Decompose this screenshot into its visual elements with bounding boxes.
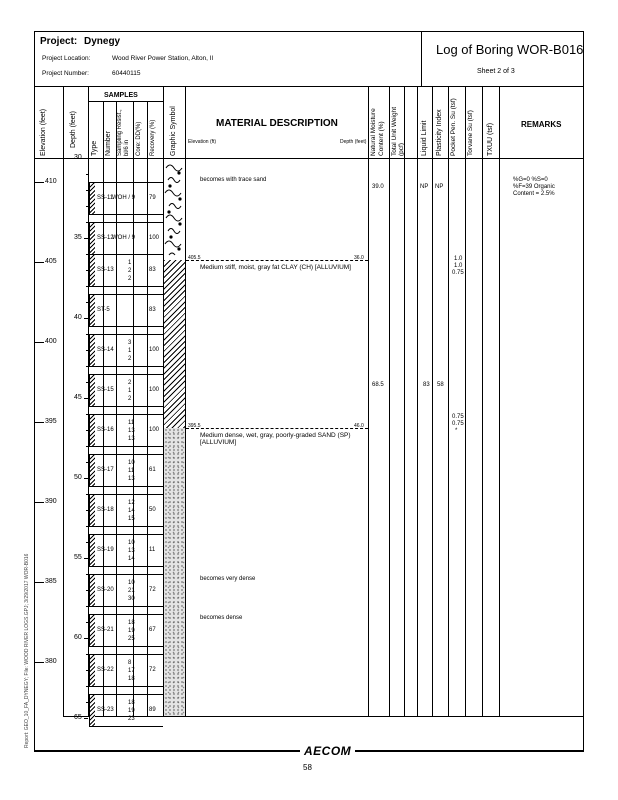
sample-blows: 1 [128, 388, 132, 394]
blows-header: Sampling Resist., bl/6 in [117, 109, 130, 156]
sample-top-line [89, 454, 163, 455]
sample-bottom-line [89, 486, 163, 487]
sample-bar [90, 294, 95, 326]
depth-minor-tick [86, 558, 88, 559]
sample-number: SS-17 [97, 467, 114, 473]
depth-tick-label: 45 [74, 394, 82, 401]
pp-4: 0.75 [452, 414, 464, 420]
col-line-number [116, 101, 117, 716]
sample-recovery: 61 [149, 467, 156, 473]
col-line-unitwt [404, 86, 405, 716]
ll-2: 83 [423, 382, 430, 388]
clay-depth: 36.0 [354, 255, 364, 261]
dense-note: becomes dense [200, 615, 243, 621]
moisture-2: 68.5 [372, 382, 384, 388]
graphic-header: Graphic Symbol [170, 106, 177, 156]
elevation-tick-label: 390 [45, 498, 57, 505]
sample-recovery: 79 [149, 195, 156, 201]
pp-2: 1.0 [454, 263, 463, 269]
sample-recovery: 83 [149, 267, 156, 273]
elevation-small-header: Elevation (ft) [188, 139, 217, 145]
sample-blows: 3 [128, 340, 132, 346]
sample-blows: 17 [128, 668, 135, 674]
elevation-tick [34, 342, 44, 343]
header-split [421, 31, 422, 86]
sample-bottom-line [89, 214, 163, 215]
sheet-number: Sheet 2 of 3 [477, 68, 515, 75]
sample-blows: 13 [128, 548, 135, 554]
col-line-txuu [482, 86, 483, 716]
sample-blows: 10 [128, 580, 135, 586]
sample-top-line [89, 494, 163, 495]
depth-tick-label: 60 [74, 634, 82, 641]
elevation-tick-label: 385 [45, 578, 57, 585]
depth-minor-tick [86, 334, 88, 335]
sample-number: SS-14 [97, 347, 114, 353]
sample-recovery: 89 [149, 707, 156, 713]
txuu-header: TXUU (tsf) [487, 122, 494, 156]
depth-minor-tick [86, 174, 88, 175]
sample-blows: 2 [128, 276, 132, 282]
depth-minor-tick [86, 302, 88, 303]
number-header: Number [105, 131, 112, 156]
sample-bar [90, 182, 95, 214]
sample-number: SS-13 [97, 267, 114, 273]
sample-blows: 10 [128, 460, 135, 466]
sample-top-line [89, 334, 163, 335]
depth-tick-label: 30 [74, 154, 82, 161]
depth-minor-tick [86, 238, 88, 239]
col-line-core [147, 101, 148, 716]
sample-blows: 21 [128, 588, 135, 594]
depth-header: Depth (feet) [70, 111, 77, 148]
depth-minor-tick [86, 158, 88, 159]
location-label: Project Location: [42, 55, 91, 62]
sample-bar [90, 334, 95, 366]
location-value: Wood River Power Station, Alton, Il [112, 55, 214, 62]
ll-1: NP [420, 184, 429, 190]
number-value: 60440115 [112, 70, 141, 77]
number-label: Project Number: [42, 70, 89, 77]
sample-recovery: 100 [149, 235, 160, 241]
elevation-tick-label: 400 [45, 338, 57, 345]
col-line-remarks [499, 86, 500, 716]
depth-minor-tick [86, 654, 88, 655]
elevation-tick [34, 662, 44, 663]
sample-blows: WOH / 9 [112, 235, 136, 241]
sample-top-line [89, 534, 163, 535]
sample-number: SS-16 [97, 427, 114, 433]
sample-number: SS-23 [97, 707, 114, 713]
sample-number: SS-22 [97, 667, 114, 673]
samples-header: SAMPLES [104, 92, 138, 99]
elevation-tick [34, 262, 44, 263]
sample-blows: 2 [128, 380, 132, 386]
depth-minor-tick [86, 222, 88, 223]
sample-bottom-line [89, 606, 163, 607]
liquid-limit-header: Liquid Limit [421, 120, 428, 156]
header-divider [34, 86, 584, 87]
elevation-header: Elevation (feet) [40, 108, 47, 156]
col-line-graphic [185, 86, 186, 716]
sample-blows: 2 [128, 356, 132, 362]
depth-minor-tick [86, 526, 88, 527]
depth-minor-tick [86, 270, 88, 271]
sample-bar [90, 494, 95, 526]
depth-minor-tick [86, 574, 88, 575]
torvane-header: Torvane Su (tsf) [467, 110, 474, 156]
depth-small-header: Depth (feet) [340, 139, 367, 145]
body-bottom [63, 716, 584, 717]
depth-minor-tick [86, 366, 88, 367]
sample-blows: 15 [128, 516, 135, 522]
sample-recovery: 72 [149, 667, 156, 673]
sample-bottom-line [89, 286, 163, 287]
sample-number: SS-21 [97, 627, 114, 633]
remarks-header: REMARKS [521, 120, 562, 129]
sample-number: SS-18 [97, 507, 114, 513]
sample-bar [90, 614, 95, 646]
sample-bar [90, 534, 95, 566]
sample-recovery: 11 [149, 547, 156, 553]
depth-minor-tick [86, 382, 88, 383]
sand-description: Medium dense, wet, gray, poorly-graded SAND (SP) [ALLUVIUM] [200, 432, 351, 446]
depth-tick-label: 35 [74, 234, 82, 241]
core-header: Core: DD(%) [136, 121, 142, 156]
sample-top-line [89, 254, 163, 255]
plasticity-header: Plasticity Index [436, 109, 443, 156]
col-line-elev [63, 86, 64, 716]
sample-bar [90, 222, 95, 254]
log-title: Log of Boring WOR-B016 [436, 42, 584, 57]
very-dense-note: becomes very dense [200, 576, 256, 582]
depth-minor-tick [86, 622, 88, 623]
sample-blows: 19 [128, 708, 135, 714]
depth-minor-tick [86, 638, 88, 639]
sample-number: SS-12 [97, 235, 114, 241]
depth-minor-tick [86, 670, 88, 671]
recovery-header: Recovery (%) [150, 119, 156, 156]
depth-minor-tick [86, 606, 88, 607]
pocket-pen-header: Pocket Pen. Su (tsf) [450, 98, 457, 156]
sample-bottom-line [89, 646, 163, 647]
depth-minor-tick [86, 430, 88, 431]
sample-bottom-line [89, 326, 163, 327]
pi-2: 58 [437, 382, 444, 388]
pi-1: NP [435, 184, 444, 190]
sample-top-line [89, 182, 163, 183]
sample-bar [90, 574, 95, 606]
depth-minor-tick [86, 510, 88, 511]
sample-bar [90, 654, 95, 686]
moisture-header: Natural Moisture Content (%) [370, 108, 385, 156]
sand-boundary [186, 428, 368, 429]
sample-bottom-line [89, 446, 163, 447]
sample-number: SS-20 [97, 587, 114, 593]
sample-blows: 14 [128, 556, 135, 562]
sand-depth: 46.0 [354, 423, 364, 429]
depth-minor-tick [86, 718, 88, 719]
depth-tick-label: 40 [74, 314, 82, 321]
sample-number: ST-5 [97, 307, 110, 313]
material-header: MATERIAL DESCRIPTION [216, 118, 338, 129]
elevation-tick-label: 395 [45, 418, 57, 425]
sample-blows: 13 [128, 428, 135, 434]
sample-number: SS-15 [97, 387, 114, 393]
sample-blows: 25 [128, 636, 135, 642]
sample-top-line [89, 414, 163, 415]
elevation-tick-label: 410 [45, 178, 57, 185]
depth-minor-tick [86, 286, 88, 287]
sample-blows: 18 [128, 700, 135, 706]
sample-top-line [89, 222, 163, 223]
depth-minor-tick [86, 462, 88, 463]
sample-number: SS-11 [97, 195, 114, 201]
sample-bar [90, 414, 95, 446]
depth-minor-tick [86, 190, 88, 191]
sample-blows: 1 [128, 348, 132, 354]
pp-5: 0.75 [452, 421, 464, 427]
sand-elevation: 395.5 [188, 423, 201, 429]
aecom-logo: AECOM [300, 745, 355, 757]
depth-tick-label: 55 [74, 554, 82, 561]
sample-top-line [89, 374, 163, 375]
sand-graphic [164, 428, 185, 716]
sample-blows: 12 [128, 500, 135, 506]
col-line-torvane [465, 86, 466, 716]
sample-blows: 11 [128, 420, 135, 426]
sample-recovery: 72 [149, 587, 156, 593]
sample-recovery: 100 [149, 387, 160, 393]
clay-boundary [186, 260, 368, 261]
sample-blows: 14 [128, 508, 135, 514]
depth-minor-tick [86, 398, 88, 399]
col-line-moisture [389, 86, 390, 716]
sample-blows: 11 [128, 468, 135, 474]
depth-minor-tick [86, 590, 88, 591]
depth-minor-tick [86, 542, 88, 543]
organic-note: becomes with trace sand [200, 177, 267, 183]
depth-tick-label: 65 [74, 714, 82, 721]
sample-recovery: 100 [149, 427, 160, 433]
depth-tick-label: 50 [74, 474, 82, 481]
depth-minor-tick [86, 206, 88, 207]
sample-bottom-line [89, 366, 163, 367]
depth-minor-tick [86, 494, 88, 495]
elevation-tick-label: 405 [45, 258, 57, 265]
sample-bar [90, 374, 95, 406]
pp-6: * [455, 428, 458, 434]
clay-elevation: 405.5 [188, 255, 201, 261]
page-number: 58 [303, 763, 312, 772]
sample-blows: 8 [128, 660, 132, 666]
sample-top-line [89, 294, 163, 295]
elevation-tick [34, 422, 44, 423]
col-line-material [368, 86, 369, 716]
sample-bar [90, 694, 95, 726]
sample-number: SS-19 [97, 547, 114, 553]
sample-bottom-line [89, 406, 163, 407]
sample-blows: 1 [128, 260, 132, 266]
sample-top-line [89, 654, 163, 655]
sample-recovery: 67 [149, 627, 156, 633]
elevation-tick [34, 182, 44, 183]
depth-minor-tick [86, 702, 88, 703]
pp-1: 1.0 [454, 256, 463, 262]
remark-line-1: %G=0 %S=0 [513, 177, 548, 183]
elevation-tick [34, 502, 44, 503]
depth-minor-tick [86, 414, 88, 415]
depth-minor-tick [86, 350, 88, 351]
sample-bottom-line [89, 566, 163, 567]
type-header: Type [91, 140, 98, 156]
sample-top-line [89, 574, 163, 575]
sample-bottom-line [89, 526, 163, 527]
sample-recovery: 83 [149, 307, 156, 313]
col-line-ll [417, 86, 418, 716]
side-note: Report: GEO_10_FA_DYNEGY; File: WOOD RIVER LOGS.GPJ; 3/29/2017 WOR-B016 [24, 553, 30, 748]
sample-blows: 2 [128, 396, 132, 402]
sample-top-line [89, 694, 163, 695]
pp-3: 0.75 [452, 270, 464, 276]
moisture-1: 39.0 [372, 184, 384, 190]
project-label: Project: [40, 36, 78, 47]
depth-minor-tick [86, 478, 88, 479]
sample-blows: 2 [128, 268, 132, 274]
sample-bottom-line [89, 686, 163, 687]
clay-graphic [164, 260, 185, 428]
sample-recovery: 100 [149, 347, 160, 353]
remark-line-3: Content = 2.5% [513, 191, 555, 197]
sample-blows: 23 [128, 716, 135, 722]
sample-blows: 19 [128, 628, 135, 634]
project-name: Dynegy [84, 36, 121, 47]
sample-blows: 13 [128, 436, 135, 442]
sample-blows: 30 [128, 596, 135, 602]
sample-blows: 18 [128, 676, 135, 682]
sample-bottom-line [89, 726, 163, 727]
sample-blows: WOH / 9 [112, 195, 136, 201]
sample-blows: 13 [128, 476, 135, 482]
sample-blows: 10 [128, 540, 135, 546]
depth-minor-tick [86, 686, 88, 687]
sample-blows: 18 [128, 620, 135, 626]
elevation-tick-label: 380 [45, 658, 57, 665]
organic-soil-graphic [164, 160, 185, 260]
depth-minor-tick [86, 318, 88, 319]
col-line-pi [432, 86, 433, 716]
sample-bar [90, 454, 95, 486]
col-line-pp [448, 86, 449, 716]
elevation-tick [34, 582, 44, 583]
unit-weight-header: Total Unit Weight (pcf) [391, 106, 405, 156]
depth-minor-tick [86, 446, 88, 447]
clay-description: Medium stiff, moist, gray fat CLAY (CH) [ALLUVIUM] [200, 264, 351, 271]
sample-bar [90, 254, 95, 286]
depth-minor-tick [86, 254, 88, 255]
remark-line-2: %F=39 Organic [513, 184, 555, 190]
sample-top-line [89, 614, 163, 615]
sample-recovery: 50 [149, 507, 156, 513]
